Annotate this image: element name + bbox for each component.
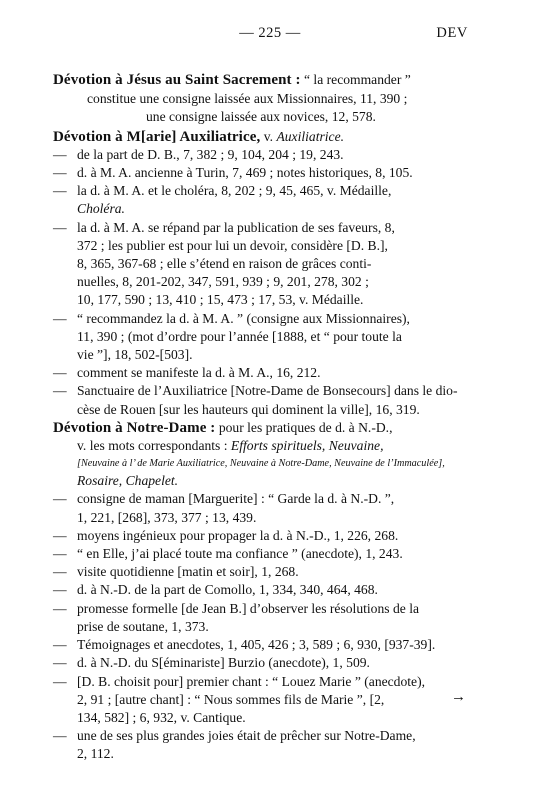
entry-marie-auxiliatrice: [53, 128, 469, 419]
entry-notre-dame: [53, 419, 469, 764]
entry-text: pour les pratiques de d. à N.-D.,: [218, 419, 393, 435]
sub-entry-dash: —: [53, 219, 67, 235]
sub-entry-text: moyens ingénieux pour propager la d. à N.-D., 1, 226, 268.: [77, 527, 399, 543]
sub-entry-dash: —: [53, 637, 67, 653]
sub-entry-text: 8, 365, 367-68 ; elle s’étend en raison de grâces conti-: [77, 256, 372, 272]
sub-entry-text: [D. B. choisit pour] premier chant : “ Louez Marie ” (anecdote),: [77, 673, 426, 689]
sub-entry-dash: —: [53, 564, 67, 580]
entry-text-line: constitue une consigne laissée aux Missionnaires, 11, 390 ;: [87, 91, 408, 107]
page-number: — 225 —: [239, 25, 301, 41]
sub-entry-text: la d. à M. A. et le choléra, 8, 202 ; 9, 45, 465, v. Médaille,: [77, 183, 392, 199]
sub-entry-text: “ en Elle, j’ai placé toute ma confiance ” (anecdote), 1, 243.: [77, 546, 403, 562]
sub-entry: [53, 545, 469, 563]
entry-heading-line: [53, 419, 469, 437]
sub-entry-text: promesse formelle [de Jean B.] d’observer les résolutions de la: [77, 600, 420, 616]
sub-entry-text: 134, 582] ; 6, 932, v. Cantique.: [77, 709, 246, 725]
sub-entry-text: d. à N.-D. du S[éminariste] Burzio (anecdote), 1, 509.: [77, 655, 370, 671]
sub-entry: [53, 727, 469, 763]
sub-entry: [53, 382, 469, 418]
entry-heading: Dévotion à Notre-Dame :: [53, 419, 216, 436]
sub-entry-dash: —: [53, 165, 67, 181]
sub-entry-text: 372 ; les publier est pour lui un devoir, considère [D. B.],: [77, 237, 388, 253]
sub-entry-dash: —: [53, 673, 67, 689]
sub-entry: [53, 219, 469, 310]
see-also-label: v.: [263, 128, 274, 144]
sub-entry-dash: —: [53, 365, 67, 381]
sub-entry: [53, 563, 469, 581]
sub-entry-text: une de ses plus grandes joies était de prêcher sur Notre-Dame,: [77, 728, 416, 744]
sub-entry-text: 1, 221, [268], 373, 377 ; 13, 439.: [77, 509, 257, 525]
sub-entry-dash: —: [53, 600, 67, 616]
entry-heading: Dévotion à Jésus au Saint Sacrement :: [53, 72, 301, 88]
sub-entry-text: d. à N.-D. de la part de Comollo, 1, 334, 340, 464, 468.: [77, 582, 378, 598]
sub-entry-dash: —: [53, 183, 67, 199]
sub-entry: [53, 581, 469, 599]
running-head: DEV: [436, 25, 468, 41]
sub-entry: [53, 490, 469, 526]
sub-entry: [53, 364, 469, 382]
sub-entry-dash: —: [53, 582, 67, 598]
sub-entry-text: consigne de maman [Marguerite] : “ Garde la d. à N.-D. ”,: [77, 491, 395, 507]
sub-entry-text: 2, 112.: [77, 746, 114, 762]
sub-entry: [53, 146, 469, 164]
entry-heading: Dévotion à M[arie] Auxiliatrice,: [53, 128, 261, 145]
sub-entry-dash: —: [53, 546, 67, 562]
sub-entry-text: d. à M. A. ancienne à Turin, 7, 469 ; notes historiques, 8, 105.: [77, 165, 413, 181]
sub-entry: [53, 527, 469, 545]
sub-entry: [53, 600, 469, 636]
sub-entry-dash: —: [53, 655, 67, 671]
sub-entry-text: Sanctuaire de l’Auxiliatrice [Notre-Dame de Bonsecours] dans le dio-: [77, 383, 458, 399]
continuation-arrow-icon: →: [451, 689, 466, 705]
sub-entry-dash: —: [53, 728, 67, 744]
page-header: [0, 24, 540, 44]
sub-entry-text: cèse de Rouen [sur les hauteurs qui dominent la ville], 16, 319.: [77, 401, 420, 417]
sub-entry-text: de la part de D. B., 7, 382 ; 9, 104, 204 ; 19, 243.: [77, 146, 344, 162]
sub-entry-text: visite quotidienne [matin et soir], 1, 268.: [77, 564, 299, 580]
sub-entry-dash: —: [53, 310, 67, 326]
sub-entry-text: 2, 91 ; [autre chant] : “ Nous sommes fils de Marie ”, [2,: [77, 691, 385, 707]
sub-entry: [53, 164, 469, 182]
sub-entry-dash: —: [53, 146, 67, 162]
sub-entry-text: prise de soutane, 1, 373.: [77, 618, 209, 634]
sub-entry-text: Choléra.: [77, 201, 125, 217]
sub-entry-text: comment se manifeste la d. à M. A., 16, 212.: [77, 365, 321, 381]
see-also-ref: Auxiliatrice.: [276, 128, 345, 144]
sub-entry: [53, 310, 469, 365]
sub-entry-text: la d. à M. A. se répand par la publication de ses faveurs, 8,: [77, 219, 395, 235]
sub-entry: [53, 673, 469, 728]
see-also-label: v. les mots correspondants :: [77, 438, 228, 454]
sub-entry: [53, 654, 469, 672]
sub-entry-text: 11, 390 ; (mot d’ordre pour l’année [1888, et “ pour toute la: [77, 328, 402, 344]
entry-text: “ la recommander ”: [304, 72, 411, 87]
sub-entry-text: vie ”], 18, 502-[503].: [77, 347, 193, 363]
sub-entry-dash: —: [53, 383, 67, 399]
entry-text-line: une consigne laissée aux novices, 12, 578.: [146, 109, 376, 125]
sub-entry-text: 10, 177, 590 ; 13, 410 ; 15, 473 ; 17, 53, v. Médaille.: [77, 292, 364, 308]
sub-entry-text: Témoignages et anecdotes, 1, 405, 426 ; 3, 589 ; 6, 930, [937-39].: [77, 637, 436, 653]
see-also-final-refs: Rosaire, Chapelet.: [77, 473, 179, 489]
sub-entry-dash: —: [53, 491, 67, 507]
sub-entry-text: nuelles, 8, 201-202, 347, 591, 939 ; 9, 201, 278, 302 ;: [77, 274, 369, 290]
see-also-ref: Efforts spirituels, Neuvaine,: [230, 438, 384, 454]
sub-entry-dash: —: [53, 527, 67, 543]
entry-jesus-saint-sacrement: [53, 71, 469, 127]
sub-entry-text: “ recommandez la d. à M. A. ” (consigne aux Missionnaires),: [77, 310, 410, 326]
sub-entry: [53, 182, 469, 218]
entry-heading-line: [53, 71, 469, 89]
index-body: [53, 71, 469, 764]
entry-heading-line: [53, 128, 469, 146]
see-also-bracket-refs: [Neuvaine à l’ de Marie Auxiliatrice, Neuvaine à Notre-Dame, Neuvaine de l’Immaculée],: [77, 458, 445, 470]
see-also-line: [53, 437, 469, 455]
sub-entry: [53, 636, 469, 654]
